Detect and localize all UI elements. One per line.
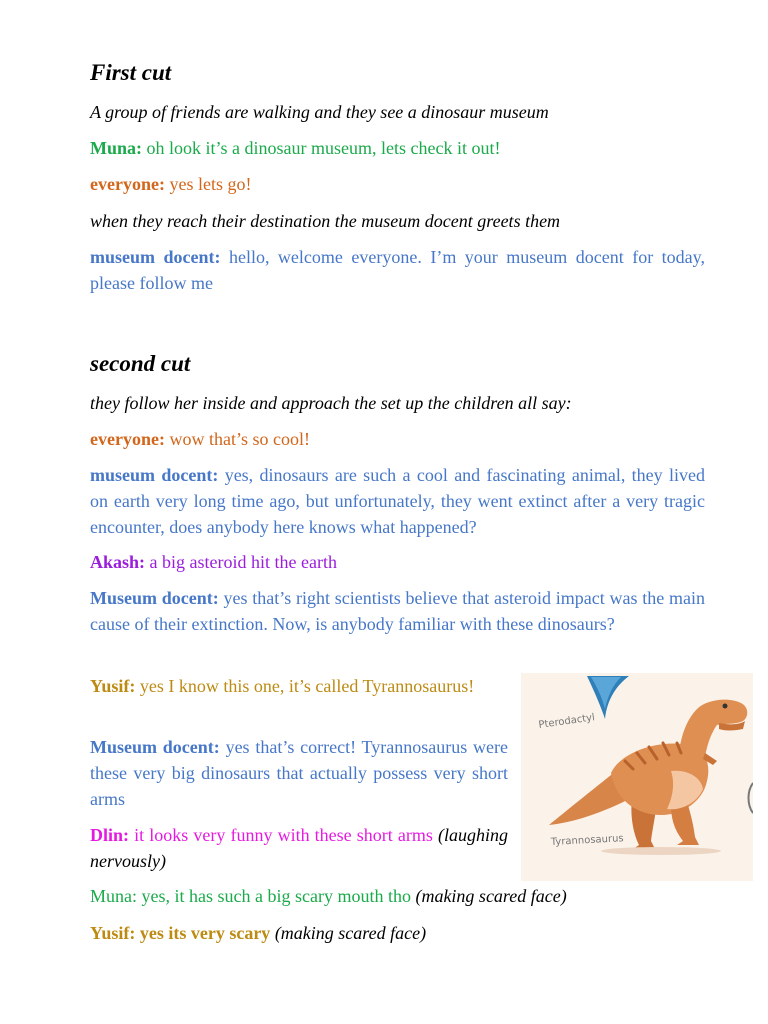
dialogue-line-yusif (90, 920, 705, 946)
dialogue-text: a big asteroid hit the earth (145, 552, 337, 572)
speaker-name: museum docent: (90, 465, 219, 485)
stage-direction: (making scared face) (270, 923, 427, 943)
partial-shape (749, 783, 754, 813)
second-cut-heading: second cut (90, 351, 191, 376)
dialogue-line-muna (90, 883, 705, 909)
dialogue-text: yes lets go! (164, 174, 252, 194)
dialogue-line-docent (90, 462, 705, 540)
pterodactyl-label: Pterodactyl (537, 712, 596, 731)
dialogue-text: oh look it’s a dinosaur museum, lets check it out! (142, 138, 501, 158)
dialogue-text: yes that’s correct! Tyrannosaurus were these very big dinosaurs that actually possess very short arms (90, 737, 508, 809)
dialogue-line-yusif (90, 673, 508, 699)
dialogue-text: Yusif: yes its very scary (90, 923, 271, 943)
dialogue-text: yes that’s right scientists believe that asteroid impact was the main cause of their extinction. Now, is anybody familiar with these dinosaurs? (90, 588, 705, 634)
speaker-name: Akash: (90, 552, 146, 572)
dialogue-line-docent (90, 585, 705, 637)
speaker-name: everyone: (90, 174, 165, 194)
dialogue-text: Muna: yes, it has such a big scary mouth tho (90, 886, 416, 906)
scene-direction: they follow her inside and approach the set up the children all say: (90, 393, 572, 413)
dialogue-line-akash (90, 549, 705, 575)
tyrannosaurus-label: Tyrannosaurus (550, 833, 624, 848)
dinosaur-illustration (521, 673, 753, 881)
scene-direction: A group of friends are walking and they see a dinosaur museum (90, 102, 549, 122)
dialogue-line-everyone (90, 426, 705, 452)
speaker-name: everyone: (90, 429, 165, 449)
dialogue-text: yes, dinosaurs are such a cool and fascinating animal, they lived on earth very long time ago, but unfortunately, they went extinct after a very tragic encounter, does anybody here knows what happened? (90, 465, 705, 537)
ground-shadow (601, 847, 721, 855)
speaker-name: Muna: (90, 138, 143, 158)
dialogue-line-dlin (90, 822, 508, 874)
stage-direction: (making scared face) (415, 886, 567, 906)
speaker-name: Museum docent: (90, 737, 220, 757)
dialogue-line-docent (90, 734, 508, 812)
dialogue-line-everyone (90, 171, 705, 197)
dino-eye (723, 704, 728, 709)
scene-direction: when they reach their destination the museum docent greets them (90, 211, 561, 231)
speaker-name: Museum docent: (90, 588, 219, 608)
dialogue-line-muna (90, 135, 705, 161)
dialogue-text: hello, welcome everyone. I’m your museum docent for today, please follow me (90, 247, 705, 293)
speaker-name: Dlin: (90, 825, 130, 845)
dialogue-text: it looks very funny with these short arms (129, 825, 438, 845)
dialogue-text: yes I know this one, it’s called Tyrannosaurus! (135, 676, 475, 696)
tyrannosaurus-drawing (521, 673, 753, 881)
stage-direction: (laughing nervously) (90, 825, 508, 871)
first-cut-heading: First cut (90, 60, 172, 85)
dialogue-text: wow that’s so cool! (164, 429, 310, 449)
dialogue-line-docent (90, 244, 705, 296)
speaker-name: museum docent: (90, 247, 221, 267)
speaker-name: Yusif: (90, 676, 136, 696)
